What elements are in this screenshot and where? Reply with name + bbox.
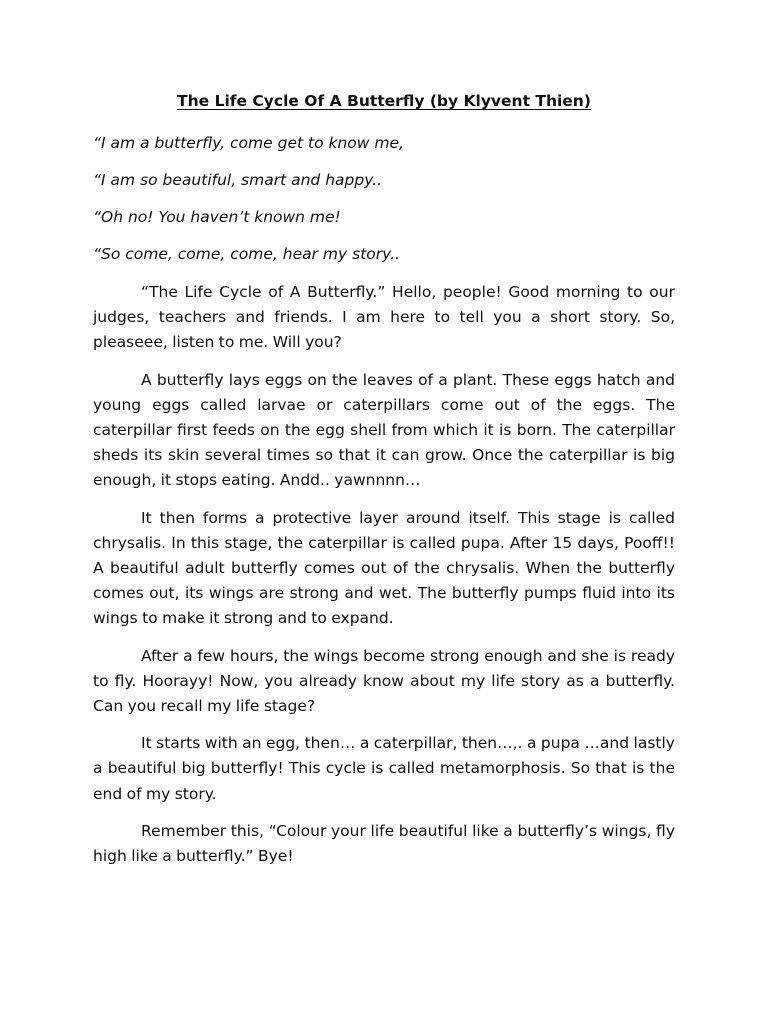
poem-line: “So come, come, come, hear my story.. bbox=[93, 245, 400, 263]
paragraph-eggs-and-caterpillar: A butterfly lays eggs on the leaves of a plant. These eggs hatch and young eggs called larvae or caterpillars come out of the eggs. The caterpillar first feeds on the egg shell from which it is born. The caterpillar sheds its skin several times so that it can grow. Once the caterpillar is big enough, it stops eating. Andd.. yawnnnn… bbox=[93, 370, 675, 490]
poem-line: “Oh no! You haven’t known me! bbox=[93, 208, 341, 226]
paragraph-chrysalis: It then forms a protective layer around itself. This stage is called chrysalis. In this stage, the caterpillar is called pupa. After 15 days, Pooff!! A beautiful adult butterfly comes out of the chrysalis. When the butterfly comes out, its wings are strong and wet. The butterfly pumps fluid into its wings to make it strong and to expand. bbox=[93, 508, 675, 628]
paragraph-metamorphosis: It starts with an egg, then… a caterpillar, then…,. a pupa …and lastly a beautiful big butterfly! This cycle is called metamorphosis. So that is the end of my story. bbox=[93, 734, 675, 803]
paragraph-closing: Remember this, “Colour your life beautiful like a butterfly’s wings, fly high like a butterfly.” Bye! bbox=[93, 821, 675, 866]
paragraph-introduction: “The Life Cycle of A Butterfly.” Hello, people! Good morning to our judges, teachers and friends. I am here to tell you a short story. So, pleaseee, listen to me. Will you? bbox=[93, 283, 675, 352]
paragraph-ready-to-fly: After a few hours, the wings become strong enough and she is ready to fly. Hoorayy! Now, you already know about my life story as a butterfly. Can you recall my life stage? bbox=[93, 646, 675, 716]
poem-line: “I am so beautiful, smart and happy.. bbox=[93, 171, 383, 189]
story-body bbox=[93, 280, 675, 869]
poem-line: “I am a butterfly, come get to know me, bbox=[93, 134, 404, 152]
document-title: The Life Cycle Of A Butterfly (by Klyvent Thien) bbox=[177, 92, 591, 110]
document-page bbox=[93, 90, 675, 881]
poem bbox=[93, 132, 675, 265]
